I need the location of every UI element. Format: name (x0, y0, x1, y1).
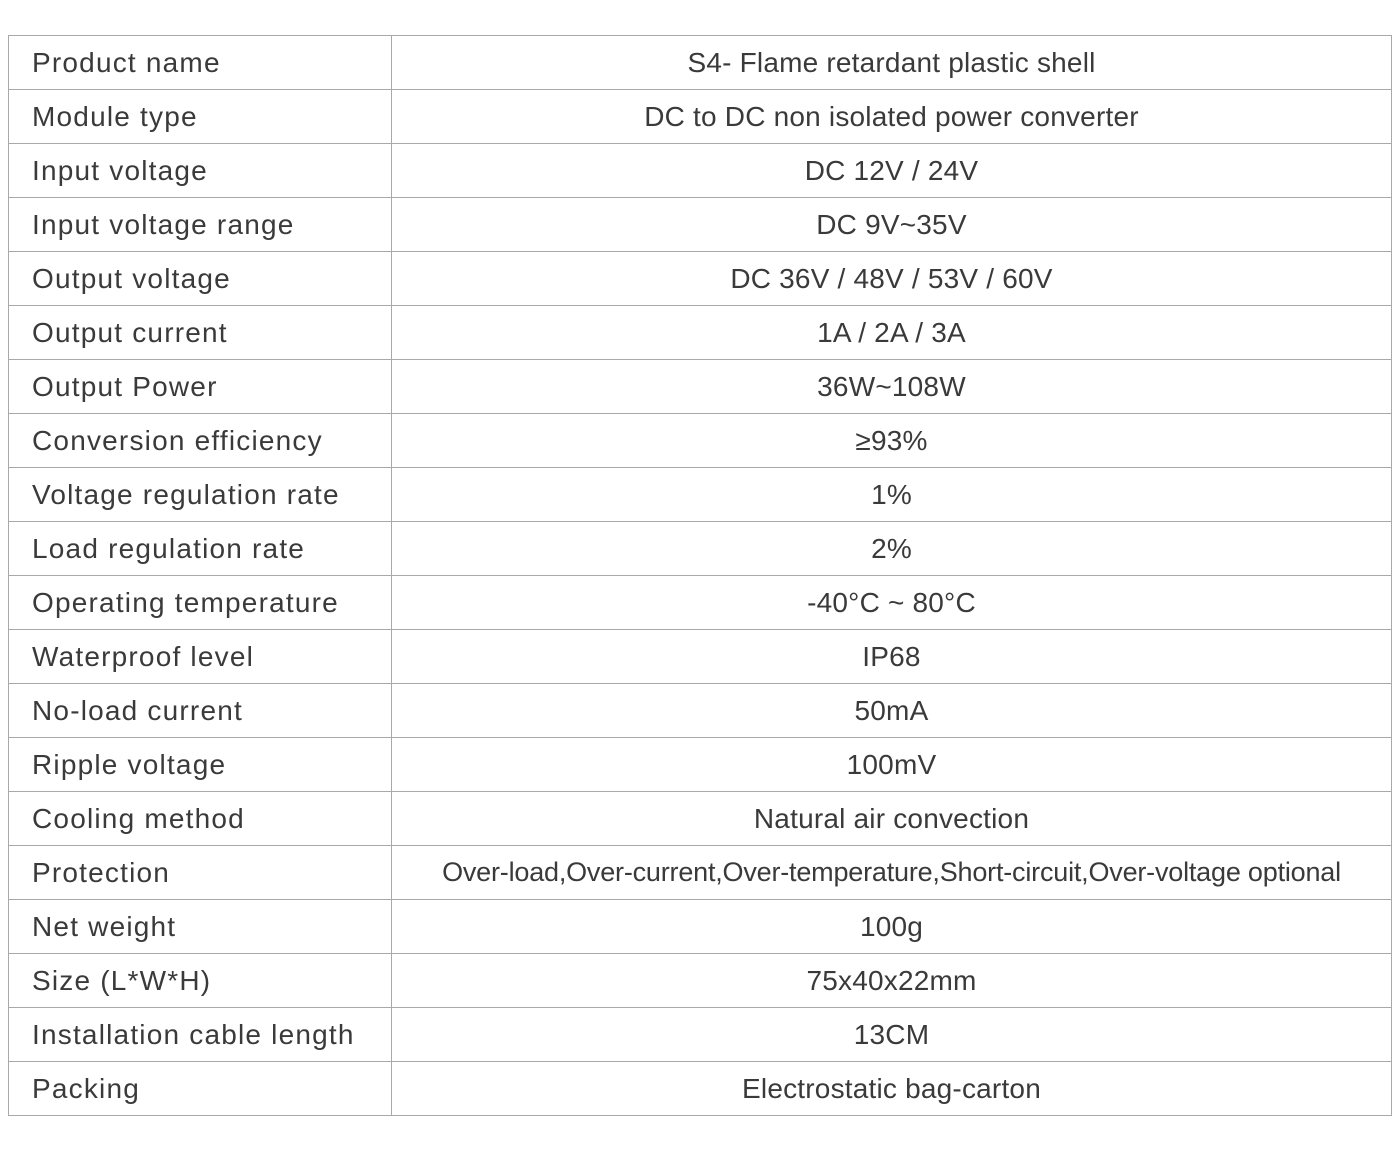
table-row (9, 90, 1392, 144)
table-row (9, 522, 1392, 576)
table-row (9, 144, 1392, 198)
table-row (9, 630, 1392, 684)
table-row (9, 1062, 1392, 1116)
spec-value: 1A / 2A / 3A (392, 306, 1392, 360)
table-row (9, 792, 1392, 846)
spec-value: 100g (392, 900, 1392, 954)
spec-value: Electrostatic bag-carton (392, 1062, 1392, 1116)
spec-label: Ripple voltage (9, 738, 392, 792)
spec-label: Operating temperature (9, 576, 392, 630)
spec-value: 100mV (392, 738, 1392, 792)
spec-value: -40°C ~ 80°C (392, 576, 1392, 630)
spec-value: Over-load,Over-current,Over-temperature,Short-circuit,Over-voltage optional (392, 846, 1392, 900)
spec-label: Module type (9, 90, 392, 144)
spec-label: Installation cable length (9, 1008, 392, 1062)
spec-value: DC to DC non isolated power converter (392, 90, 1392, 144)
table-row (9, 306, 1392, 360)
table-row (9, 954, 1392, 1008)
table-row (9, 252, 1392, 306)
spec-label: Output voltage (9, 252, 392, 306)
table-row (9, 900, 1392, 954)
spec-value: 36W~108W (392, 360, 1392, 414)
spec-value: DC 12V / 24V (392, 144, 1392, 198)
spec-value: 13CM (392, 1008, 1392, 1062)
table-row (9, 684, 1392, 738)
spec-value: ≥93% (392, 414, 1392, 468)
table-row (9, 414, 1392, 468)
spec-value: 75x40x22mm (392, 954, 1392, 1008)
spec-label: No-load current (9, 684, 392, 738)
table-row (9, 198, 1392, 252)
spec-label: Input voltage range (9, 198, 392, 252)
spec-table (8, 35, 1392, 1116)
spec-label: Packing (9, 1062, 392, 1116)
table-row (9, 576, 1392, 630)
spec-label: Product name (9, 36, 392, 90)
spec-label: Output current (9, 306, 392, 360)
spec-label: Output Power (9, 360, 392, 414)
table-row (9, 846, 1392, 900)
spec-label: Input voltage (9, 144, 392, 198)
spec-value: 50mA (392, 684, 1392, 738)
spec-value: IP68 (392, 630, 1392, 684)
table-row (9, 738, 1392, 792)
table-row (9, 468, 1392, 522)
spec-value: DC 36V / 48V / 53V / 60V (392, 252, 1392, 306)
spec-value: Natural air convection (392, 792, 1392, 846)
table-row (9, 1008, 1392, 1062)
spec-label: Load regulation rate (9, 522, 392, 576)
table-row (9, 360, 1392, 414)
spec-label: Voltage regulation rate (9, 468, 392, 522)
spec-label: Waterproof level (9, 630, 392, 684)
table-row (9, 36, 1392, 90)
spec-label: Size (L*W*H) (9, 954, 392, 1008)
spec-label: Protection (9, 846, 392, 900)
spec-value: DC 9V~35V (392, 198, 1392, 252)
spec-value: S4- Flame retardant plastic shell (392, 36, 1392, 90)
spec-label: Conversion efficiency (9, 414, 392, 468)
spec-value: 1% (392, 468, 1392, 522)
spec-label: Net weight (9, 900, 392, 954)
spec-value: 2% (392, 522, 1392, 576)
spec-label: Cooling method (9, 792, 392, 846)
